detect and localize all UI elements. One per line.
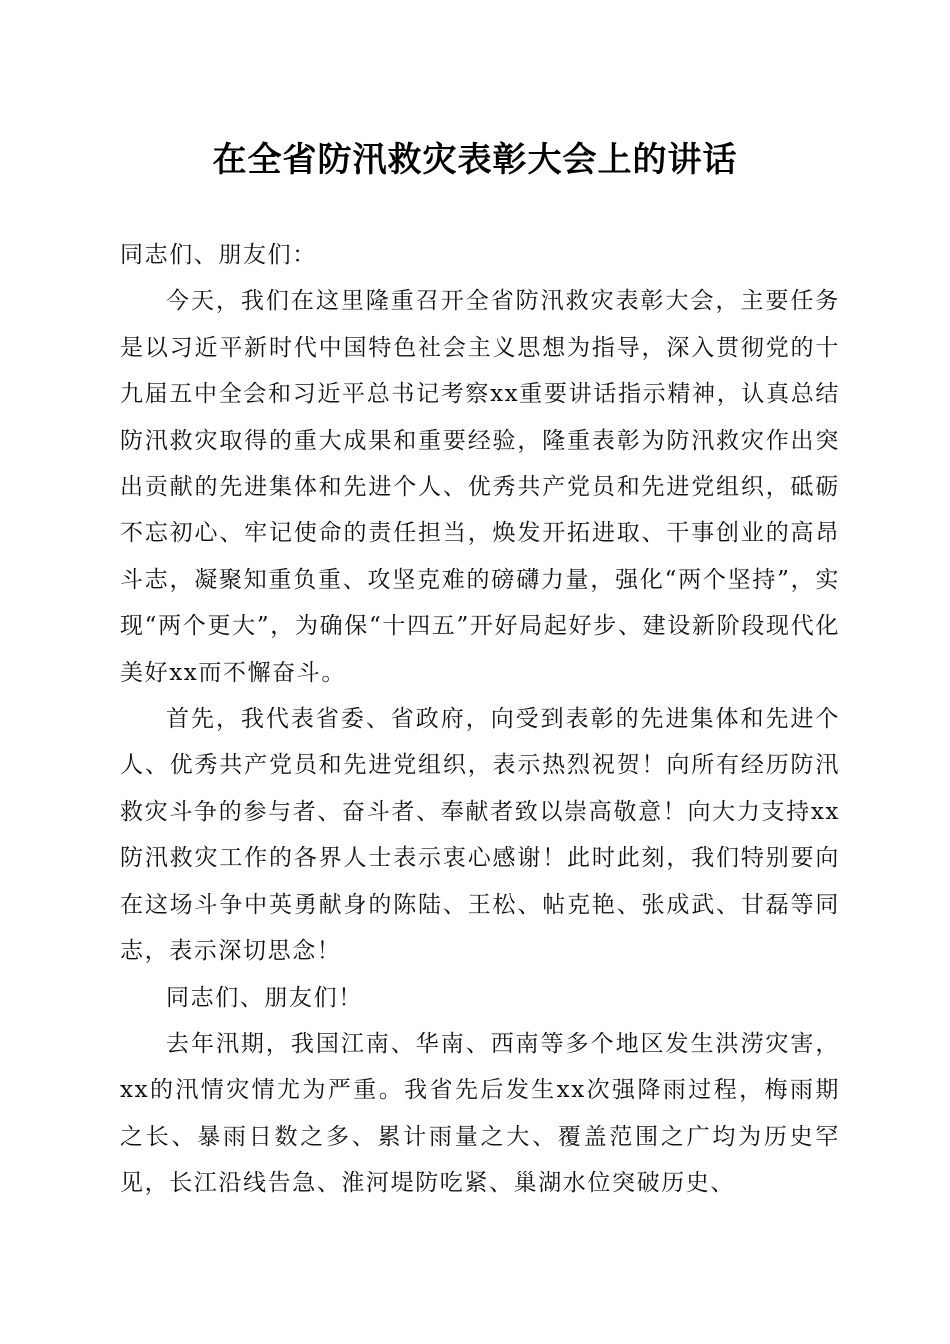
paragraph-opening: 今天，我们在这里隆重召开全省防汛救灾表彰大会，主要任务是以习近平新时代中国特色社会主义思想为指导，深入贯彻党的十九届五中全会和习近平总书记考察xx重要讲话指示精神，认真总结防汛救灾取得的重大成果和重要经验，隆重表彰为防汛救灾作出突出贡献的先进集体和先进个人、优秀共产党员和先进党组织，砥砺不忘初心、牢记使命的责任担当，焕发开拓进取、干事创业的高昂斗志，凝聚知重负重、攻坚克难的磅礴力量，强化“两个坚持”，实现“两个更大”，为确保“十四五”开好局起好步、建设新阶段现代化美好xx而不懈奋斗。 bbox=[120, 288, 840, 686]
paragraph-address: 同志们、朋友们！ bbox=[166, 984, 363, 1011]
document-body bbox=[120, 232, 840, 1207]
paragraph-congratulations: 首先，我代表省委、省政府，向受到表彰的先进集体和先进个人、优秀共产党员和先进党组织，表示热烈祝贺！向所有经历防汛救灾斗争的参与者、奋斗者、奉献者致以崇高敬意！向大力支持xx防汛救灾工作的各界人士表示衷心感谢！此时此刻，我们特别要向在这场斗争中英勇献身的陈陆、王松、帖克艳、张成武、甘磊等同志，表示深切思念！ bbox=[120, 706, 840, 965]
document-title: 在全省防汛救灾表彰大会上的讲话 bbox=[212, 140, 738, 180]
salutation: 同志们、朋友们： bbox=[120, 242, 317, 268]
paragraph-flood-season: 去年汛期，我国江南、华南、西南等多个地区发生洪涝灾害，xx的汛情灾情尤为严重。我省先后发生xx次强降雨过程，梅雨期之长、暴雨日数之多、累计雨量之大、覆盖范围之广均为历史罕见，长江沿线告急、淮河堤防吃紧、巢湖水位突破历史、 bbox=[120, 1030, 840, 1197]
